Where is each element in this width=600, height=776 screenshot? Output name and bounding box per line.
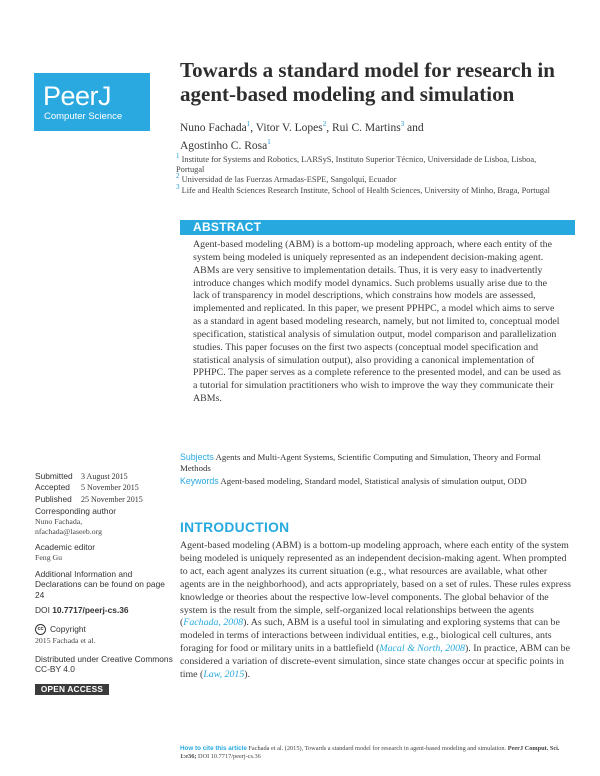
submitted-label: Submitted [35,471,73,481]
logo-subtitle: Computer Science [44,111,123,122]
copyright-value: 2015 Fachada et al. [35,636,96,645]
citation-link[interactable]: Macal & North, 2008 [379,643,465,655]
author-name: Agostinho C. Rosa [180,140,268,153]
doi-link[interactable]: 10.7717/peerj-cs.36 [52,605,129,615]
author-name: Nuno Fachada [180,121,247,134]
intro-paragraph-part: ). As such, ABM is a useful tool in simulating and exploring systems that can be modeled in terms of interactions between individual entities, e.g., biological cell cultures, ants foraging for food or military units in a battlefield ( [180,617,560,655]
doi-line [35,605,129,615]
abstract-text: Agent-based modeling (ABM) is a bottom-up modeling approach, where each entity of the system being modeled is uniquely represented as an independent decision-making agent. ABMs are very sensitive to implementation details. Thus, it is very easy to inadvertently introduce changes which modify model dynamics. Such problems usually arise due to the lack of transparency in model descriptions, which constrains how models are assessed, implemented and replicated. In this paper, we present PPHPC, a model which aims to serve as a standard in agent based modeling research, namely, but not limited to, conceptual model specification, statistical analysis of simulation output, model comparison and parallelization studies. This paper focuses on the first two aspects (conceptual model specification and statistical analysis of simulation output), also providing a canonical implementation of PPHPC. The paper serves as a complete reference to the presented model, and can be used as a tutorial for simulation practitioners who wish to improve the way they communicate their ABMs. [193,239,561,405]
corresponding-author-email[interactable]: nfachada@laseeb.org [35,527,102,536]
citation-link[interactable]: Fachada, 2008 [183,617,244,629]
footer-doi[interactable]: DOI 10.7717/peerj-cs.36 [198,753,261,761]
footer-cite-text: Fachada et al. (2015), Towards a standard model for research in agent-based modeling and simulation. [248,745,507,752]
license-text: Distributed under Creative Commons CC-BY 4.0 [35,654,173,675]
author-name: Rui C. Martins [331,121,401,134]
subjects-text: Agents and Multi-Agent Systems, Scientific Computing and Simulation, Theory and Formal Methods [180,452,541,473]
citation-footer [180,745,570,762]
author-affiliation-mark: 3 [400,120,405,128]
accepted-date: 5 November 2015 [81,483,139,493]
logo-brand: PeerJ [43,81,112,111]
author-affiliation-mark: 2 [322,120,327,128]
open-access-badge: OPEN ACCESS [35,684,109,695]
footer-volume: 1:e36; [180,753,197,761]
intro-paragraph-part: ). In practice, ABM can be considered a variation of discrete-event simulation, since state changes occur at specific points in time ( [180,643,570,681]
academic-editor-name: Feng Gu [35,553,63,562]
additional-information: Additional Information and Declarations can be found on page 24 [35,569,165,600]
peerj-logo [34,73,150,131]
author-name: Vitor V. Lopes [255,121,323,134]
corresponding-author-label: Corresponding author [35,506,117,516]
keywords [180,476,570,487]
intro-paragraph-part: Agent-based modeling (ABM) is a bottom-up modeling approach, where each entity of the system being modeled is uniquely represented as an independent decision-making agent. When prompted to act, each agent analyzes its current situation (e.g., what resources are available, what other agents are in the neighborhood), and acts appropriately, based on a set of rules. These rules express knowledge or theories about the respective low-level components. The global behavior of the system is the result from the simple, self-organized local relationships between the agents ( [180,540,572,629]
affiliation-number: 3 [176,183,180,191]
introduction-text [180,540,572,682]
author-separator: , [250,121,256,134]
submitted-date: 3 August 2015 [81,472,128,481]
published-label: Published [35,493,72,504]
doi-label: DOI [35,605,50,615]
author-affiliation-mark: 1 [267,138,271,147]
affiliation [176,182,566,196]
footer-journal: PeerJ Comput. Sci. [507,745,560,752]
subjects [180,452,570,474]
footer-cite-label: How to cite this article [180,745,247,752]
corresponding-author-name: Nuno Fachada, [35,517,83,526]
intro-paragraph-part: ). [244,669,251,681]
affiliation-number: 2 [176,172,180,180]
accepted-label: Accepted [35,482,70,493]
keywords-label: Keywords [180,476,219,486]
subjects-label: Subjects [180,452,214,462]
affiliation-text: Universidad de las Fuerzas Armadas-ESPE, Sangolquí, Ecuador [181,174,397,184]
copyright-label: Copyright [50,624,86,634]
affiliation-text: Institute for Systems and Robotics, LARSyS, Instituto Superior Técnico, Universidade de Lisboa, Lisboa, Portugal [176,154,537,175]
author-separator: and [404,121,424,134]
academic-editor-label: Academic editor [35,542,96,552]
paper-title: Towards a standard model for research in agent-based modeling and simulation [180,58,555,106]
publication-dates [35,471,175,505]
introduction-heading: INTRODUCTION [180,520,290,535]
citation-link[interactable]: Law, 2015 [203,669,245,681]
affiliation-number: 1 [176,152,180,160]
author-affiliation-mark: 1 [246,120,251,128]
author-separator: , [326,121,332,134]
author-list [180,117,560,154]
creative-commons-icon: cc [35,624,46,635]
affiliation-text: Life and Health Sciences Research Institute, School of Health Sciences, University of Minho, Braga, Portugal [181,185,550,195]
abstract-heading: ABSTRACT [193,220,262,234]
keywords-text: Agent-based modeling, Standard model, Statistical analysis of simulation output, ODD [220,476,527,486]
published-date: 25 November 2015 [81,494,143,504]
